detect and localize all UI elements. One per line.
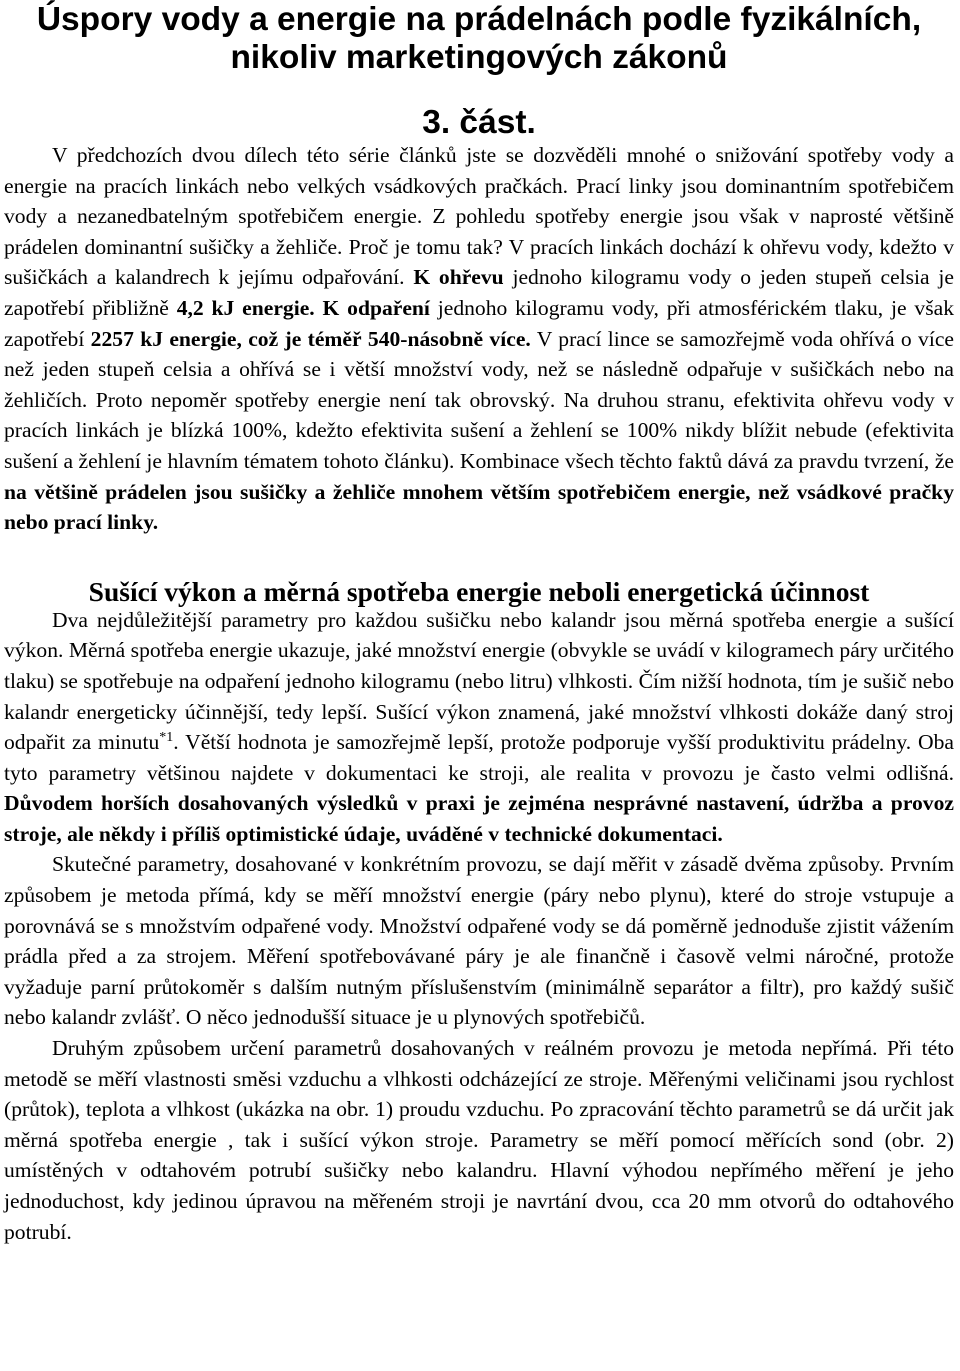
intro-bold-4: 2257 kJ energie, což je téměř 540-násobně více. — [90, 326, 531, 351]
article-body — [4, 140, 954, 1247]
section-paragraph-2: Skutečné parametry, dosahované v konkrétním provozu, se dají měřit v zásadě dvěma způsoby. Prvním způsobem je metoda přímá, kdy se měří množství energie (páry nebo plynu), které do stroje vstupuje a porovnává se s množstvím odpařené vody. Množství odpařené vody se dá poměrně jednoduše zjistit vážením prádla před a za strojem. Měření spotřebovávané páry je ale finančně i časově velmi náročné, protože vyžaduje parní průtokoměr s dalším nutným příslušenstvím (minimálně separátor a filtr), pro každý sušič nebo kalandr zvlášť. O něco jednodušší situace je u plynových spotřebičů. — [4, 852, 954, 1030]
footnote-marker: *1 — [159, 729, 174, 745]
intro-text-1: V předchozích dvou dílech této série článků jste se dozvěděli mnohé o snižování spotřeby vody a energie na pracích linkách nebo velkých vsádkových pračkách. Prací linky jsou dominantním spotřebičem vody a nezanedbatelným spotřebičem energie. Z pohledu spotřeby energie jsou však v naprosté většině prádelen dominantní sušičky a žehliče. Proč je tomu tak? V pracích linkách dochází k ohřevu vody, kdežto v sušičkách a kalandrech k jejímu odpařování. — [4, 143, 954, 290]
intro-bold-3: K odpaření — [322, 295, 430, 320]
intro-bold-1: K ohřevu — [413, 265, 504, 290]
title-line-1: Úspory vody a energie na prádelnách podle fyzikálních, — [36, 1, 922, 38]
intro-text-4: jednoho kilogramu vody, při atmosférickém tlaku, je však zapotřebí — [4, 295, 955, 351]
intro-bold-2: 4,2 kJ energie. — [176, 295, 315, 320]
intro-bold-5: na většině prádelen jsou sušičky a žehliče mnohem větším spotřebičem energie, než vsádkové pračky nebo prací linky. — [4, 479, 954, 535]
section-heading: Sušící výkon a měrná spotřeba energie neboli energetická účinnost — [88, 575, 870, 607]
intro-text-3 — [315, 296, 323, 320]
intro-text-2: jednoho kilogramu vody o jeden stupeň celsia je zapotřebí přibližně — [4, 265, 954, 320]
intro-text-5: V prací lince se samozřejmě voda ohřívá o více než jeden stupeň celsia a ohřívá se i větší množství vody, než se následně odpařuje v sušičkách nebo na žehličích. Proto nepoměr spotřeby energie není tak obrovský. Na druhou stranu, efektivita ohřevu vody v pracích linkách je blízká 100%, kdežto efektivita sušení a žehlení se 100% nikdy blížit nebude (efektivita sušení a žehlení je hlavním tématem tohoto článku). Kombinace všech těchto faktů dává za pravdu tvrzení, že — [4, 326, 954, 473]
section-p1-bold: Důvodem horších dosahovaných výsledků v praxi je zejména nesprávné nastavení, údržba a provoz stroje, ale někdy i příliš optimistické údaje, uváděné v technické dokumentaci. — [4, 791, 954, 846]
section-p1-text-1: Dva nejdůležitější parametry pro každou sušičku nebo kalandr jsou měrná spotřeba energie a sušící výkon. Měrná spotřeba energie ukazuje, jaké množství energie (obvykle se uvádí v kilogramech páry určitého tlaku) se spotřebuje na odpaření jednoho kilogramu (nebo litru) vlhkosti. Čím nižší hodnota, tím je sušič nebo kalandr energeticky účinnější, tedy lepší. Sušící výkon znamená, jaké množství vlhkosti dokáže daný stroj odpařit za minutu — [4, 607, 954, 755]
section-paragraph-3: Druhým způsobem určení parametrů dosahovaných v reálném provozu je metoda nepřímá. Při této metodě se měří vlastnosti směsi vzduchu a vlhkosti odcházející ze stroje. Měřenými veličinami jsou rychlost (průtok), teplota a vlhkost (ukázka na obr. 1) proudu vzduchu. Po zpracování těchto parametrů se dá určit jak měrná spotřeba energie , tak i sušící výkon stroje. Parametry se měří pomocí měřících sond (obr. 2) umístěných v odtahovém potrubí sušičky nebo kalandru. Hlavní výhodou nepřímého měření je jeho jednoduchost, kdy jedinou úpravou na měřeném stroji je navrtání dvou, cca 20 mm otvorů do odtahového potrubí. — [4, 1036, 954, 1244]
document-title — [4, 0, 954, 77]
intro-paragraph — [4, 140, 954, 538]
section-p1-text-2: . Větší hodnota je samozřejmě lepší, protože podporuje vyšší produktivitu prádelny. Oba tyto parametry většinou najdete v dokumentaci ke stroji, ale realita v provozu je často velmi odlišná. — [4, 730, 954, 785]
title-line-2: nikoliv marketingových zákonů — [230, 39, 728, 76]
part-number: 3. část. — [422, 104, 536, 141]
section-paragraph-1 — [4, 605, 954, 850]
